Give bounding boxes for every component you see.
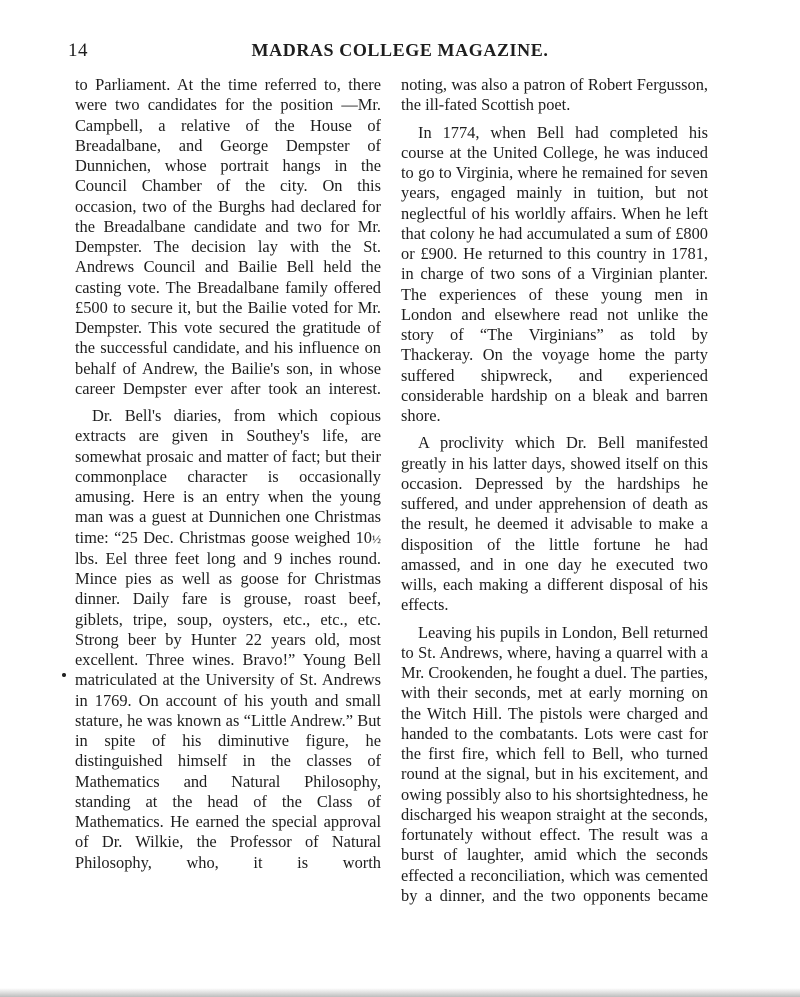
right-paragraph-4: Leaving his pupils in London, Bell returned to St. Andrews, where, having a quarrel with a Mr. Crookenden, he fought a duel. The parties, with their seconds, met at early morning on the Witch Hill. The pistols were charged and handed to the combatants. Lots were cast for the first fire, which fell to Bell, who turned round at the signal, but in his excitement, and owing possibly also to his shortsightedness, he discharged his weapon straight at the seconds, fortunately without effect. The result was a burst of laughter, amid which the seconds effected a reconciliation, which was cemented by a dinner, and the two opponents became (401, 622, 708, 905)
left-paragraph-1: to Parliament. At the time referred to, there were two candidates for the position —Mr. Campbell, a relative of the House of Breadalbane, and George Dempster of Dunnichen, whose portrait hangs in the Council Chamber of the city. On this occasion, two of the Burghs had declared for the Breadalbane candidate and two for Mr. Dempster. The decision lay with the St. Andrews Council and Bailie Bell held the casting vote. The Breadalbane family offered £500 to secure it, but the Bailie voted for Mr. Dempster. This vote secured the gratitude of the successful candidate, and his influence on behalf of Andrew, the Bailie's son, in whose career Dempster ever after took an interest. (75, 75, 381, 398)
left-paragraph-2 (75, 406, 381, 873)
right-paragraph-1: noting, was also a patron of Robert Fergusson, the ill-fated Scottish poet. (401, 75, 708, 115)
page-number: 14 (68, 40, 88, 61)
right-paragraph-3: A proclivity which Dr. Bell manifested greatly in his latter days, showed itself on this occasion. Depressed by the hardships he suffered, and under apprehension of death as the result, he deemed it advisable to make a disposition of the little fortune he had amassed, and in one day he executed two wills, each making a different disposal of his effects. (401, 433, 708, 615)
stray-ink-mark (62, 673, 66, 677)
right-column (401, 75, 708, 913)
fraction-half: ½ (372, 531, 381, 546)
left-column (75, 75, 381, 880)
right-paragraph-2: In 1774, when Bell had completed his course at the United College, he was induced to go to Virginia, where he remained for seven years, engaged mainly in tuition, but not neglectful of his worldly affairs. When he left that colony he had accumulated a sum of £800 or £900. He returned to this country in 1781, in charge of two sons of a Virginian planter. The experiences of these young men in London and elsewhere read not unlike the story of “The Virginians” as told by Thackeray. On the voyage home the party suffered shipwreck, and experienced considerable hardship on a bleak and barren shore. (401, 122, 708, 425)
scan-bottom-edge (0, 988, 800, 997)
diary-entry-text-b: lbs. Eel three feet long and 9 inches round. Mince pies as well as goose for Christmas dinner. Daily fare is grouse, roast beef, giblets, tripe, soup, oysters, etc., etc., etc. Strong beer by Hunter 22 years old, most excellent. Three wines. Bravo!” Young Bell matriculated at the University of St. Andrews in 1769. On account of his youth and small stature, he was known as “Little Andrew.” But in spite of his diminutive figure, he distinguished himself in the classes of Mathematics and Natural Philosophy, standing at the head of the Class of Mathematics. He earned the special approval of Dr. Wilkie, the Professor of Natural Philosophy, who, it is worth (75, 548, 381, 872)
running-head: MADRAS COLLEGE MAGAZINE. (251, 40, 549, 60)
diary-entry-text-a: Dr. Bell's diaries, from which copious extracts are given in Southey's life, are somewhat prosaic and matter of fact; but their commonplace character is occasionally amusing. Here is an entry when the young man was a guest at Dunnichen one Christmas time: “25 Dec. Christmas goose weighed 10 (75, 406, 381, 547)
